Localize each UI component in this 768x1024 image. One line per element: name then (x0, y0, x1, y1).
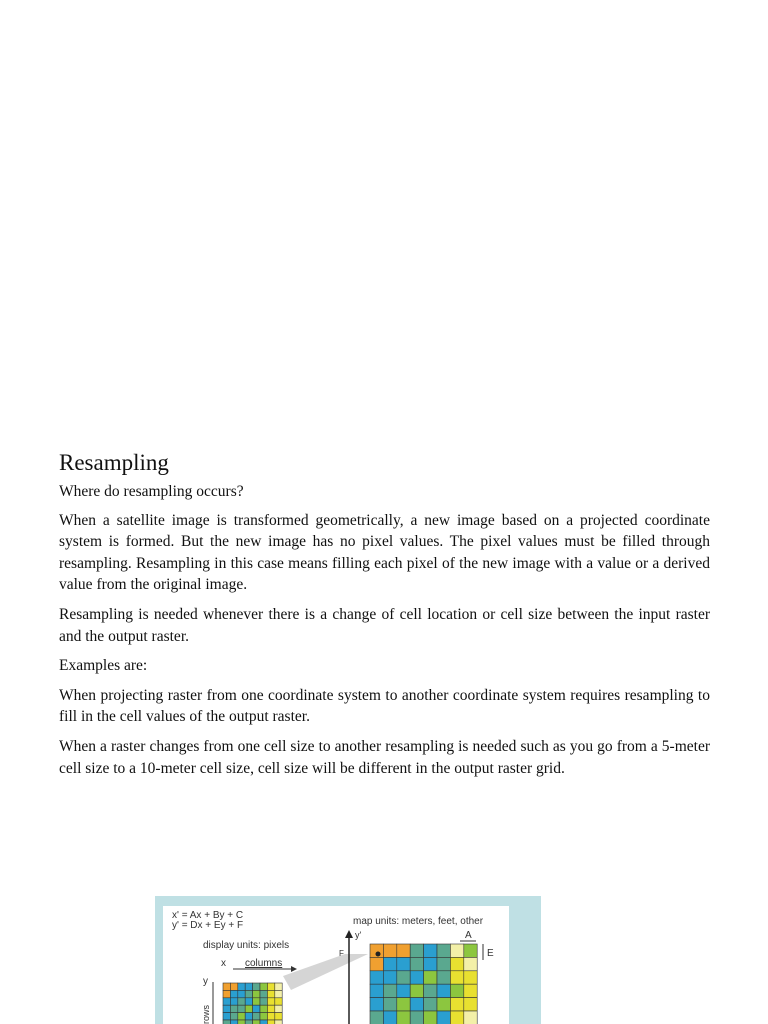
raster-cell (245, 1005, 252, 1012)
raster-cell (383, 957, 396, 970)
raster-cell (230, 990, 237, 997)
raster-cell (424, 1011, 437, 1024)
raster-cell (383, 971, 396, 984)
raster-cell (223, 983, 230, 990)
raster-cell (397, 1011, 410, 1024)
raster-cell (253, 1013, 260, 1020)
raster-cell (450, 944, 463, 957)
raster-cell (238, 1013, 245, 1020)
raster-cell (437, 1011, 450, 1024)
y-label: y (203, 976, 208, 987)
raster-cell (253, 998, 260, 1005)
figure-diagram (163, 906, 509, 1024)
raster-cell (437, 998, 450, 1011)
raster-cell (370, 984, 383, 997)
raster-cell (267, 1020, 274, 1024)
display-units-label: display units: pixels (203, 940, 290, 951)
raster-cell (230, 1005, 237, 1012)
raster-cell (410, 971, 423, 984)
raster-cell (223, 1005, 230, 1012)
equation-x: x' = Ax + By + C (172, 910, 244, 921)
raster-cell (230, 983, 237, 990)
raster-cell (370, 1011, 383, 1024)
rows-label: rows (201, 1004, 211, 1024)
y-prime-label: y' (355, 930, 362, 940)
raster-cell (253, 1020, 260, 1024)
raster-cell (383, 1011, 396, 1024)
raster-cell (437, 957, 450, 970)
raster-cell (238, 990, 245, 997)
raster-cell (464, 998, 477, 1011)
raster-cell (260, 983, 267, 990)
raster-cell (245, 1020, 252, 1024)
raster-cell (383, 944, 396, 957)
equation-y: y' = Dx + Ey + F (172, 920, 244, 931)
columns-label: columns (245, 958, 283, 969)
raster-cell (223, 1020, 230, 1024)
raster-cell (424, 984, 437, 997)
y-prime-arrowhead (345, 930, 353, 938)
raster-cell (238, 1005, 245, 1012)
raster-cell (260, 998, 267, 1005)
raster-cell (275, 998, 282, 1005)
raster-cell (410, 1011, 423, 1024)
input-raster-grid (223, 983, 282, 1024)
resampling-figure (155, 896, 541, 1024)
raster-cell (267, 990, 274, 997)
raster-cell (437, 944, 450, 957)
paragraph-1: When a satellite image is transformed geometrically, a new image based on a projected coordinate system is formed. But the new image has no pixel values. The pixel values must be filled through resampling. Resampling in this case means filling each pixel of the new image with a value or a derived value from the original image. (59, 511, 710, 594)
raster-cell (260, 990, 267, 997)
paragraph-examples: Examples are: (59, 657, 148, 675)
raster-cell (397, 957, 410, 970)
projection-beam (283, 954, 368, 990)
raster-cell (253, 1005, 260, 1012)
raster-cell (267, 1013, 274, 1020)
raster-cell (230, 998, 237, 1005)
raster-cell (450, 1011, 463, 1024)
raster-cell (424, 998, 437, 1011)
raster-cell (450, 957, 463, 970)
raster-cell (464, 971, 477, 984)
raster-cell (253, 990, 260, 997)
raster-cell (410, 944, 423, 957)
paragraph-2: Resampling is needed whenever there is a change of cell location or cell size between the input raster and the output raster. (59, 605, 710, 645)
raster-cell (245, 983, 252, 990)
raster-cell (245, 998, 252, 1005)
raster-cell (397, 971, 410, 984)
raster-cell (230, 1013, 237, 1020)
raster-cell (464, 957, 477, 970)
raster-cell (437, 984, 450, 997)
raster-cell (424, 944, 437, 957)
raster-cell (245, 990, 252, 997)
raster-cell (397, 984, 410, 997)
raster-cell (424, 957, 437, 970)
raster-cell (238, 998, 245, 1005)
paragraph-3: When projecting raster from one coordinate system to another coordinate system requires resampling to fill in the cell values of the output raster. (59, 686, 710, 726)
raster-cell (267, 983, 274, 990)
raster-cell (230, 1020, 237, 1024)
raster-cell (383, 998, 396, 1011)
raster-cell (223, 1013, 230, 1020)
raster-cell (260, 1020, 267, 1024)
output-raster-grid (370, 944, 477, 1024)
raster-cell (267, 998, 274, 1005)
raster-cell (464, 1011, 477, 1024)
raster-cell (464, 984, 477, 997)
raster-cell (275, 990, 282, 997)
raster-cell (397, 944, 410, 957)
raster-cell (275, 1005, 282, 1012)
columns-arrowhead (291, 966, 297, 972)
raster-cell (370, 971, 383, 984)
raster-cell (424, 971, 437, 984)
raster-cell (370, 998, 383, 1011)
raster-cell (253, 983, 260, 990)
x-label: x (221, 958, 226, 969)
raster-cell (410, 998, 423, 1011)
raster-cell (260, 1005, 267, 1012)
label-F: F (339, 949, 344, 958)
raster-cell (450, 998, 463, 1011)
raster-cell (464, 944, 477, 957)
raster-cell (410, 984, 423, 997)
raster-cell (238, 983, 245, 990)
raster-cell (275, 1013, 282, 1020)
paragraph-4: When a raster changes from one cell size to another resampling is needed such as you go from a 5-meter cell size to a 10-meter cell size, cell size will be different in the output raster grid. (59, 737, 710, 777)
origin-dot (376, 952, 381, 957)
raster-cell (383, 984, 396, 997)
raster-cell (245, 1013, 252, 1020)
raster-cell (450, 971, 463, 984)
document-body (59, 449, 710, 787)
raster-cell (275, 983, 282, 990)
section-heading: Resampling (59, 450, 169, 475)
raster-cell (267, 1005, 274, 1012)
raster-cell (397, 998, 410, 1011)
label-A: A (465, 930, 472, 941)
raster-cell (223, 990, 230, 997)
raster-cell (260, 1013, 267, 1020)
raster-cell (410, 957, 423, 970)
raster-cell (275, 1020, 282, 1024)
label-E: E (487, 948, 494, 959)
question-paragraph: Where do resampling occurs? (59, 483, 244, 500)
raster-cell (437, 971, 450, 984)
raster-cell (370, 957, 383, 970)
raster-cell (450, 984, 463, 997)
raster-cell (223, 998, 230, 1005)
figure-panel (163, 906, 509, 1024)
map-units-label: map units: meters, feet, other (353, 916, 484, 927)
raster-cell (238, 1020, 245, 1024)
